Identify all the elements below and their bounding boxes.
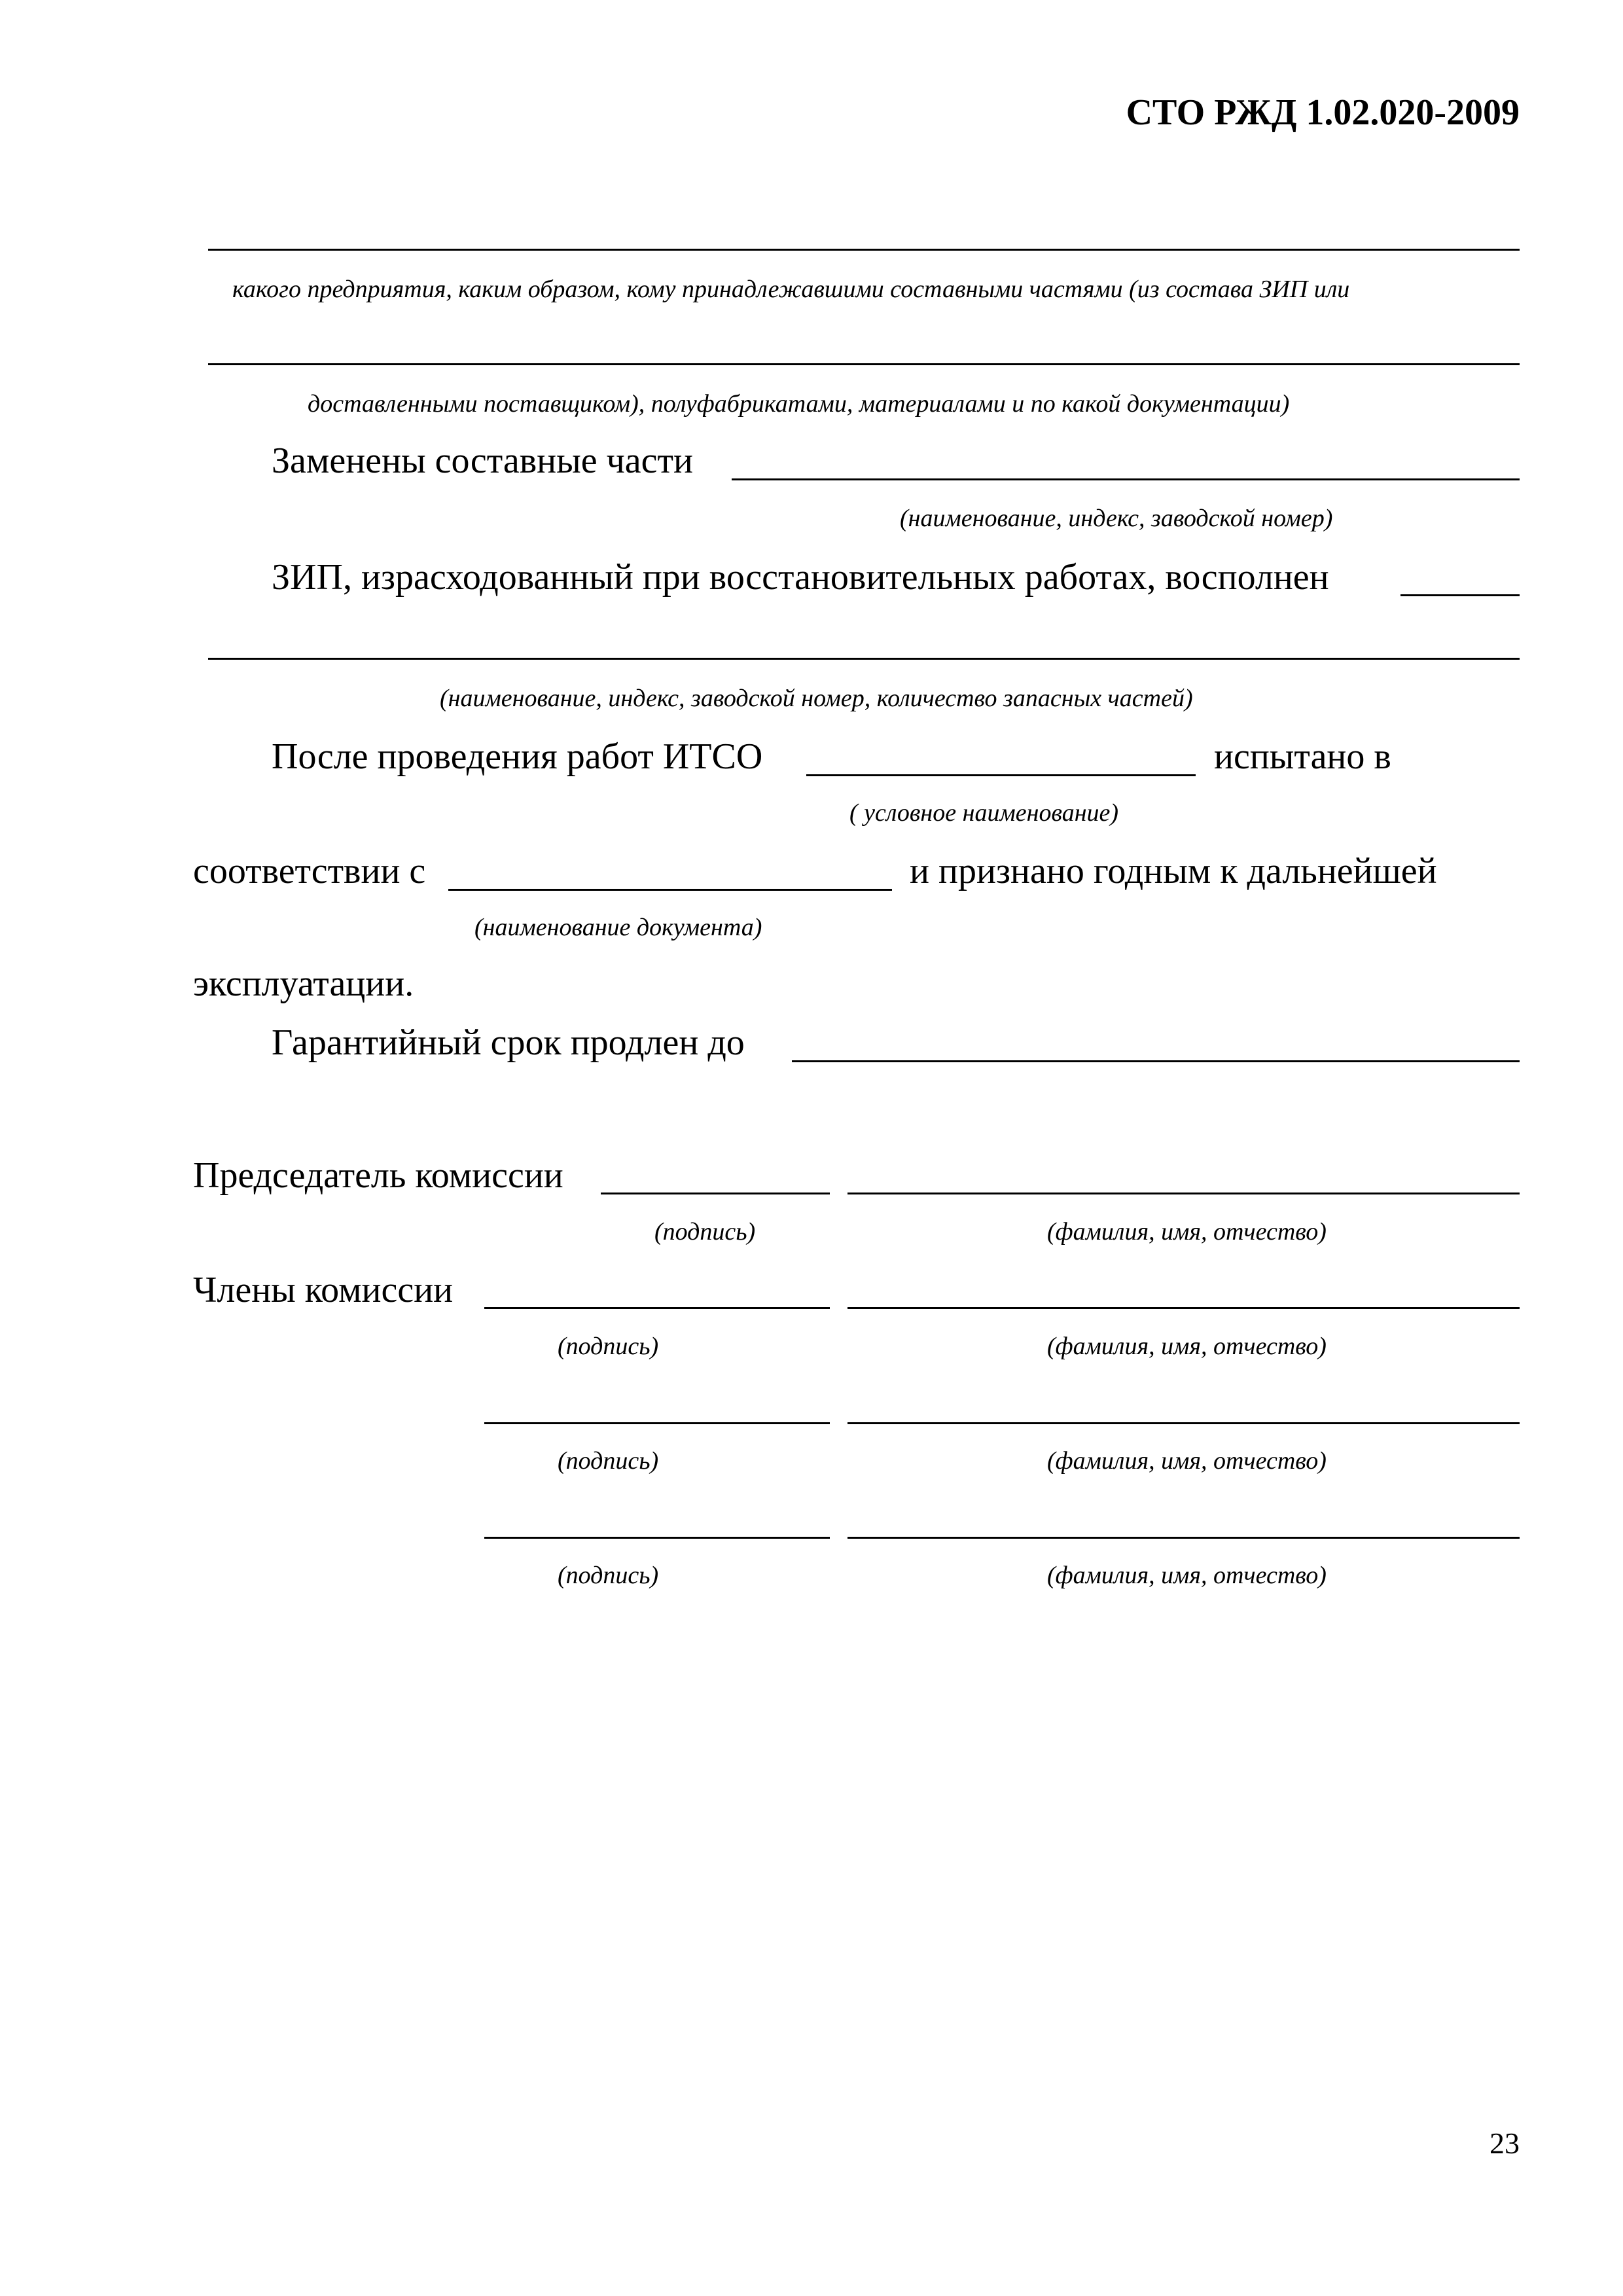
restoration-source-line-2[interactable] (208, 363, 1520, 365)
member-3-signature-caption: (подпись) (558, 1562, 659, 1589)
member-2-signature-line[interactable] (484, 1422, 830, 1424)
document-name-caption: (наименование документа) (474, 914, 762, 941)
member-3-signature-line[interactable] (484, 1537, 830, 1539)
member-1-signature-line[interactable] (484, 1307, 830, 1309)
member-1-signature-caption: (подпись) (558, 1333, 659, 1360)
member-1-name-line[interactable] (847, 1307, 1520, 1309)
replaced-parts-line[interactable] (732, 478, 1520, 480)
zip-caption: (наименование, индекс, заводской номер, количество запасных частей) (440, 685, 1193, 712)
warranty-line[interactable] (792, 1060, 1520, 1062)
document-code: СТО РЖД 1.02.020-2009 (1126, 92, 1520, 133)
conditional-name-caption: ( условное наименование) (849, 799, 1119, 827)
chairman-name-caption: (фамилия, имя, отчество) (1047, 1218, 1327, 1246)
operation-text: эксплуатации. (193, 963, 414, 1004)
zip-label: ЗИП, израсходованный при восстановительных работах, восполнен (272, 557, 1329, 598)
member-3-name-line[interactable] (847, 1537, 1520, 1539)
chairman-name-line[interactable] (847, 1193, 1520, 1194)
page-number: 23 (1489, 2126, 1520, 2160)
member-2-name-line[interactable] (847, 1422, 1520, 1424)
chairman-signature-line[interactable] (601, 1193, 830, 1194)
member-2-signature-caption: (подпись) (558, 1447, 659, 1475)
replaced-parts-caption: (наименование, индекс, заводской номер) (900, 505, 1333, 532)
replaced-parts-label: Заменены составные части (272, 440, 693, 481)
in-accordance-label: соответствии с (193, 851, 426, 891)
member-2-name-caption: (фамилия, имя, отчество) (1047, 1447, 1327, 1475)
tested-in-text: испытано в (1214, 736, 1391, 777)
itso-name-line[interactable] (806, 774, 1196, 776)
zip-line-full[interactable] (208, 658, 1520, 660)
restoration-source-line-1[interactable] (208, 249, 1520, 251)
restoration-source-caption-2: доставленными поставщиком), полуфабрикатами, материалами и по какой документации) (308, 390, 1290, 418)
chairman-label: Председатель комиссии (193, 1155, 563, 1196)
member-1-name-caption: (фамилия, имя, отчество) (1047, 1333, 1327, 1360)
document-name-line[interactable] (448, 889, 892, 891)
member-3-name-caption: (фамилия, имя, отчество) (1047, 1562, 1327, 1589)
members-label: Члены комиссии (193, 1270, 454, 1310)
after-works-label: После проведения работ ИТСО (272, 736, 763, 777)
chairman-signature-caption: (подпись) (654, 1218, 756, 1246)
warranty-label: Гарантийный срок продлен до (272, 1022, 745, 1063)
restoration-source-caption-1: какого предприятия, каким образом, кому принадлежавшими составными частями (из состава ЗИП или (232, 276, 1350, 303)
recognized-fit-text: и признано годным к дальнейшей (910, 851, 1437, 891)
zip-line-short[interactable] (1400, 594, 1520, 596)
